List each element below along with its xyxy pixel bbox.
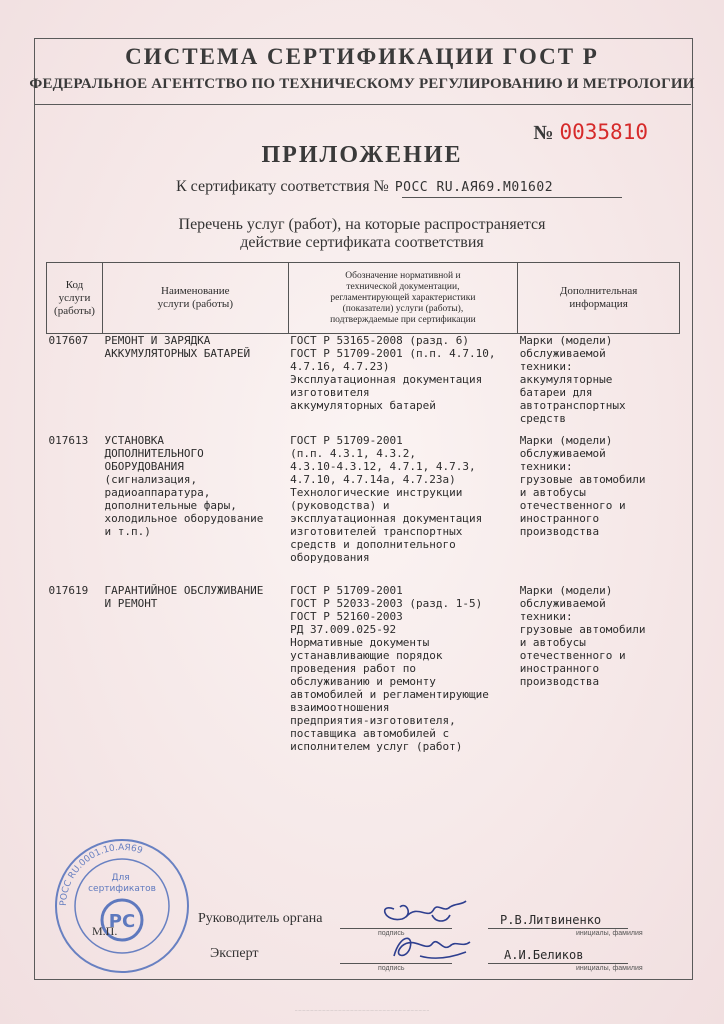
head-name-rule [488,928,628,929]
stamp-ring-text: РОСС RU.0001.10.АЯ69 [58,842,144,907]
certificate-underline [402,197,622,198]
row-docs: ГОСТ Р 51709-2001 (п.п. 4.3.1, 4.3.2, 4.3.10-4.3.12, 4.7.1, 4.7.3, 4.7.10, 4.7.14а, 4.7.23а) Технологические инструкции (руководства) и эксплуатационная документация изготовителей транспортных средств и дополнительного оборудования [290,434,483,564]
head-name: Р.В.Литвиненко [500,913,602,927]
header-docs: Обозначение нормативной и технической документации, регламентирующей характеристики (показатели) услуги (работы), подтверждаемые при сертификации [288,263,518,334]
certificate-number: РОСС RU.АЯ69.М01602 [394,180,554,195]
row-code: 017613 [48,434,89,447]
serial-value: 0035810 [559,120,648,144]
row-code: 017607 [48,334,89,347]
list-title-line1: Перечень услуг (работ), на которые распространяется [178,216,546,233]
table-header-row [47,263,680,334]
head-signature-caption: подпись [378,930,405,937]
head-label: Руководитель органа [198,911,323,926]
table-row [47,434,680,584]
svg-text:PC: PC [108,911,136,932]
head-name-caption: инициалы, фамилия [576,930,643,937]
row-info: Марки (модели) обслуживаемой техники: грузовые автомобили и автобусы отечественного и иностранного производства [519,434,646,538]
expert-signature-caption: подпись [378,965,405,972]
system-title: СИСТЕМА СЕРТИФИКАЦИИ ГОСТ Р [125,44,599,69]
services-table [46,262,680,764]
row-docs: ГОСТ Р 51709-2001 ГОСТ Р 52033-2003 (разд. 1-5) ГОСТ Р 52160-2003 РД 37.009.025-92 Нормативные документы устанавливающие порядок проведения работ по обслуживанию и ремонту автомобилей и регламентирующие взаимоотношения предприятия-изготовителя, поставщика автомобилей с исполнителем услуг (работ) [290,584,489,753]
list-title-line2: действие сертификата соответствия [240,234,484,251]
stamp-label: М.П. [92,924,118,938]
expert-name: А.И.Беликов [504,948,584,962]
row-name: РЕМОНТ И ЗАРЯДКА АККУМУЛЯТОРНЫХ БАТАРЕЙ [104,334,251,360]
stamp-center-text [88,873,156,894]
header-name: Наименование услуги (работы) [102,263,288,334]
row-name: ГАРАНТИЙНОЕ ОБСЛУЖИВАНИЕ И РЕМОНТ [104,584,264,610]
header-code: Код услуги (работы) [47,263,103,334]
expert-name-rule [488,963,628,964]
list-title [0,216,724,252]
row-info: Марки (модели) обслуживаемой техники: аккумуляторные батареи для автотранспортных средств [519,334,626,425]
printer-footnote: ····································································································· [294,1008,430,1013]
stamp-center-line1: Для [111,873,130,883]
table-row [47,584,680,764]
certificate-label: К сертификату соответствия № [176,178,389,195]
row-name: УСТАНОВКА ДОПОЛНИТЕЛЬНОГО ОБОРУДОВАНИЯ (сигнализация, радиоаппаратура, дополнительные фары, холодильное оборудование и т.п.) [104,434,264,538]
row-docs: ГОСТ Р 53165-2008 (разд. 6) ГОСТ Р 51709-2001 (п.п. 4.7.10, 4.7.16, 4.7.23) Эксплуатационная документация изготовителя аккумуляторных батарей [290,334,496,412]
expert-label: Эксперт [210,946,259,961]
expert-signature-icon [380,926,480,966]
document-title: ПРИЛОЖЕНИЕ [261,142,463,168]
row-info: Марки (модели) обслуживаемой техники: грузовые автомобили и автобусы отечественного и иностранного производства [519,584,646,688]
header-info: Дополнительная информация [518,263,680,334]
stamp-center-line2: сертификатов [88,884,156,894]
serial-label: № [533,122,554,144]
table-row [47,334,680,435]
row-code: 017619 [48,584,89,597]
certificate-line [176,178,553,196]
expert-name-caption: инициалы, фамилия [576,965,643,972]
agency-name: ФЕДЕРАЛЬНОЕ АГЕНТСТВО ПО ТЕХНИЧЕСКОМУ РЕГУЛИРОВАНИЮ И МЕТРОЛОГИИ [29,76,695,92]
certification-stamp [52,836,192,976]
